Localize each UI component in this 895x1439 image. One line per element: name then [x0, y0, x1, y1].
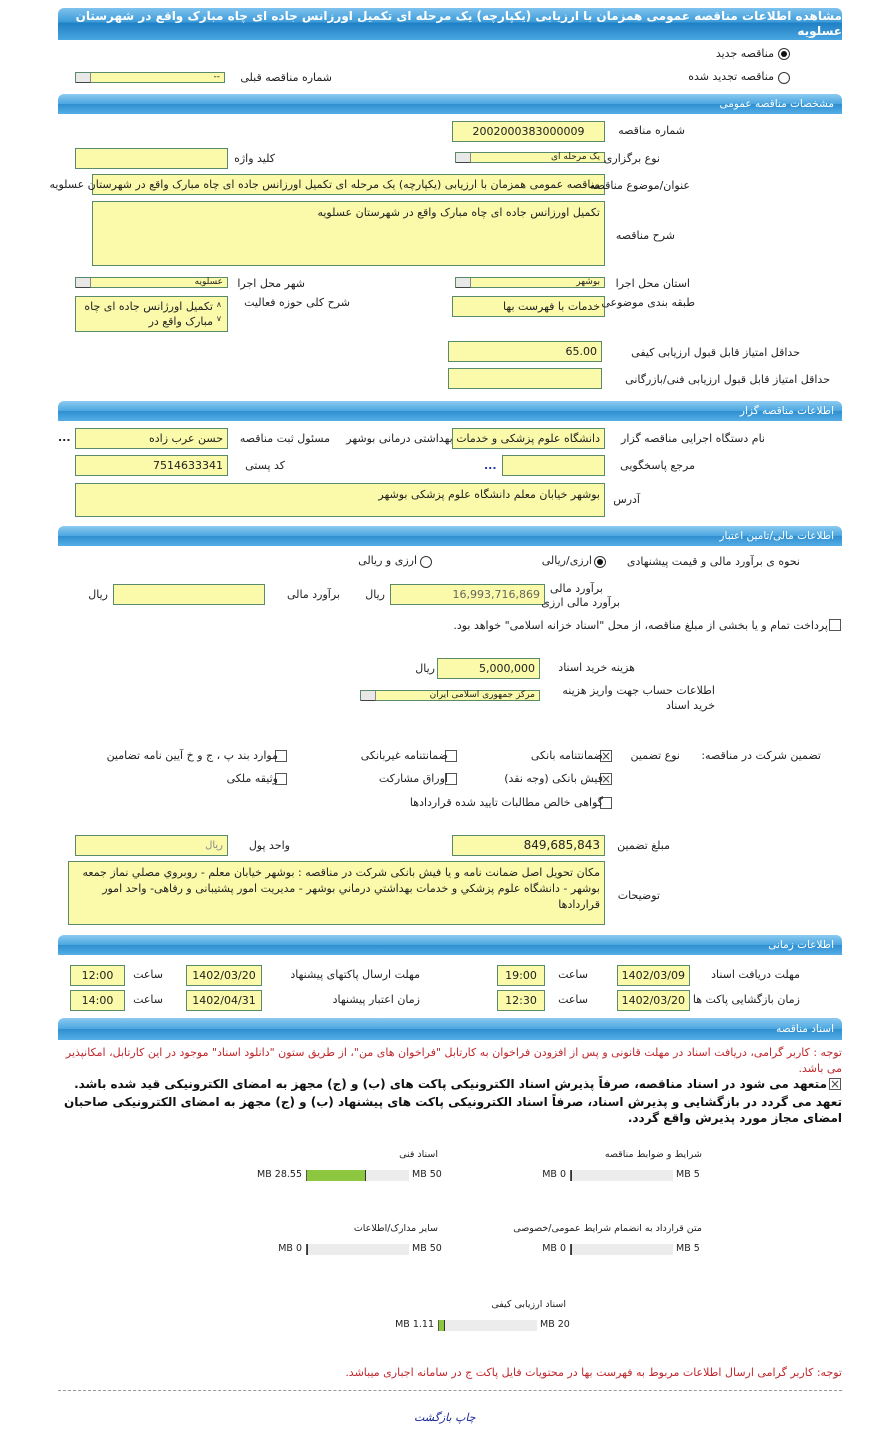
file-size-progress-fill — [307, 1244, 308, 1255]
category-label: طبقه بندی موضوعی — [601, 296, 695, 309]
estimate2-field — [113, 584, 265, 605]
tender-type-label: نوع برگزاری — [603, 152, 660, 165]
renewed-tender-radio[interactable] — [778, 72, 790, 84]
file-size-progress-bar — [306, 1170, 409, 1181]
responsible-field: حسن عرب زاده — [75, 428, 228, 449]
fx-and-rial-radio[interactable] — [420, 556, 432, 568]
activity-listbox[interactable] — [75, 296, 228, 332]
treasury-checkbox[interactable] — [829, 619, 841, 631]
guarantee-option-label: ضمانتنامه بانکی — [530, 749, 603, 762]
page-title: مشاهده اطلاعات مناقصه عمومی همزمان با ارزیابی (یکپارچه) یک مرحله ای تکمیل اورزانس جاده ای چاه مبارک واقع در شهرستان عسلویه — [75, 9, 842, 38]
estimate2-unit: ریال — [88, 588, 108, 601]
tender-description-label: شرح مناقصه — [615, 229, 675, 242]
address-field: بوشهر خیابان معلم دانشگاه علوم پزشکی بوشهر — [75, 483, 605, 517]
keyword-field[interactable] — [75, 148, 228, 169]
section-documents: اسناد مناقصه — [58, 1018, 842, 1040]
print-link[interactable]: چاپ — [455, 1411, 476, 1424]
file-max-size: 5 MB — [676, 1169, 700, 1180]
guarantee-type-label: نوع تضمین — [630, 749, 680, 762]
file-category-title: اسناد فنی — [399, 1149, 438, 1160]
guarantee-amount-label: مبلغ تضمین — [617, 839, 670, 852]
validity-hour-label: ساعت — [133, 993, 163, 1006]
estimate2-label: برآورد مالی — [287, 588, 340, 601]
file-category-title: اسناد ارزیابی کیفی — [491, 1299, 566, 1310]
currency-field: ریال — [75, 835, 228, 856]
new-tender-label: مناقصه جدید — [715, 47, 774, 60]
estimate-fx-label: برآورد مالی ارزی — [541, 596, 620, 609]
section-organizer: اطلاعات مناقصه گزار — [58, 401, 842, 421]
file-max-size: 50 MB — [412, 1243, 442, 1254]
file-used-size: 0 MB — [278, 1243, 302, 1254]
account-select[interactable] — [360, 690, 540, 701]
file-category-title: متن قرارداد به انضمام شرایط عمومی/خصوصی — [513, 1223, 702, 1234]
commit-checkbox[interactable]: × — [829, 1077, 840, 1091]
section-finance: اطلاعات مالی/تامین اعتبار — [58, 526, 842, 546]
rial-radio[interactable] — [594, 556, 606, 568]
tender-number-field: 2002000383000009 — [452, 121, 605, 142]
divider — [58, 1390, 842, 1391]
guarantee-option-label: فیش بانکی (وجه نقد) — [504, 772, 603, 785]
activity-label: شرح کلی حوزه فعالیت — [244, 296, 350, 309]
price-list-note: توجه: کاربر گرامی ارسال اطلاعات مربوط به فهرست بها در محتویات فایل پاکت ج در سامانه اجباری میباشد. — [345, 1366, 842, 1379]
doc-cost-label: هزینه خرید اسناد — [558, 661, 635, 674]
file-category-title: شرایط و ضوابط مناقصه — [604, 1149, 702, 1160]
file-used-size: 28.55 MB — [257, 1169, 302, 1180]
receive-time-label: ساعت — [558, 968, 588, 981]
city-value: عسلویه — [194, 277, 223, 287]
guarantee-option-label: گواهی خالص مطالبات تایید شده قراردادها — [409, 796, 603, 809]
opening-hour-label: ساعت — [558, 993, 588, 1006]
rial-radio-label: ارزی/ریالی — [541, 554, 592, 567]
tender-type-select[interactable] — [455, 152, 605, 163]
send-time-label: ساعت — [133, 968, 163, 981]
file-size-progress-bar — [570, 1244, 673, 1255]
file-size-progress-bar — [438, 1320, 537, 1331]
organization-field: دانشگاه علوم پزشکی و خدمات بهداشتی درمانی بوشهر — [452, 428, 605, 449]
file-used-size: 1.11 MB — [395, 1319, 434, 1330]
tender-type-value: یک مرحله ای — [551, 152, 600, 162]
guarantee-option-label: ضمانتنامه غیربانکی — [360, 749, 448, 762]
min-quality-score-field: 65.00 — [448, 341, 602, 362]
guarantee-notes-label: توضیحات — [617, 889, 660, 902]
section-timing: اطلاعات زمانی — [58, 935, 842, 955]
currency-label: واحد پول — [248, 839, 290, 852]
min-tech-score-field — [448, 368, 602, 389]
account-value: مرکز جمهوری اسلامی ایران — [429, 690, 535, 700]
file-size-progress-fill — [571, 1170, 572, 1181]
file-used-size: 0 MB — [542, 1243, 566, 1254]
listbox-scroll-arrows-icon[interactable]: ∧ ∨ — [216, 300, 222, 323]
validity-date-field: 1402/04/31 — [186, 990, 262, 1011]
file-category-title: سایر مدارک/اطلاعات — [353, 1223, 438, 1234]
category-field: خدمات با فهرست بها — [452, 296, 605, 317]
guarantee-option-label: اوراق مشارکت — [378, 772, 448, 785]
guarantee-option-label: وثیقه ملکی — [226, 772, 278, 785]
send-date-field: 1402/03/20 — [186, 965, 262, 986]
file-size-progress-bar — [306, 1244, 409, 1255]
min-tech-score-label: حداقل امتیاز قابل قبول ارزیابی فنی/بازرگانی — [625, 373, 830, 386]
doc-cost-unit: ریال — [415, 662, 435, 675]
activity-value: تکمیل اورژانس جاده ای چاه مبارک واقع در — [84, 300, 213, 328]
file-size-progress-fill — [307, 1170, 366, 1181]
estimate-field: 16,993,716,869 — [390, 584, 545, 605]
guarantee-notes-field: مکان تحویل اصل ضمانت نامه و یا فیش بانکی شرکت در مناقصه : بوشهر خیابان معلم - روبروي مصلي نماز جمعه بوشهر - دانشگاه علوم پزشكي و خدمات بهداشتي درماني بوشهر - مدیریت امور پشتیبانی و رفاهی- واحد امور قراردادها — [68, 861, 605, 925]
organization-label: نام دستگاه اجرایی مناقصه گزار — [621, 432, 765, 445]
reference-field — [502, 455, 605, 476]
postal-code-field: 7514633341 — [75, 455, 228, 476]
commitment-text-2: تعهد می گردد در بازگشایی و پذیرش اسناد، صرفاً اسناد الکترونیکی پاکت های پیشنهاد (ب) و (ج) مجهز به امضای الکترونیکی صاحبان امضای مجاز مورد پذیرش واقع گردد. — [63, 1095, 842, 1125]
keyword-label: کلید واژه — [234, 152, 275, 165]
file-max-size: 5 MB — [676, 1243, 700, 1254]
reference-more-link[interactable]: ... — [484, 459, 497, 472]
file-used-size: 0 MB — [542, 1169, 566, 1180]
guarantee-label: تضمین شرکت در مناقصه: — [701, 749, 821, 762]
tender-title-field: مناقصه عمومی همزمان با ارزیابی (یکپارچه) یک مرحله ای تکمیل اورزانس جاده ای چاه مبارک واقع در شهرستان عسلویه — [92, 174, 605, 195]
province-select[interactable] — [455, 277, 605, 288]
doc-cost-field: 5,000,000 — [437, 658, 540, 679]
documents-notice: توجه : کاربر گرامی، دریافت اسناد در مهلت قانونی و پس از افزودن فراخوان به کارتابل "فراخوان های من"، از طریق ستون "دانلود اسناد" موجود در این کارتابل، امکانپذیر می باشد. — [65, 1046, 842, 1075]
footer-links — [414, 1411, 476, 1424]
fx-and-rial-radio-label: ارزی و ریالی — [358, 554, 417, 567]
file-max-size: 20 MB — [540, 1319, 570, 1330]
tender-number-label: شماره مناقصه — [618, 124, 685, 137]
treasury-text: پرداخت تمام و یا بخشی از مبلغ مناقصه، از محل "اسناد خزانه اسلامی" خواهد بود. — [453, 619, 828, 632]
prev-tender-number-select[interactable] — [75, 72, 225, 83]
file-size-progress-fill — [571, 1244, 572, 1255]
account-label: اطلاعات حساب جهت واریز هزینه خرید اسناد — [562, 684, 715, 712]
city-select[interactable] — [75, 277, 228, 288]
validity-time-field: 14:00 — [70, 990, 125, 1011]
opening-time-field: 12:30 — [497, 990, 545, 1011]
send-time-field: 12:00 — [70, 965, 125, 986]
renewed-tender-label: مناقصه تجدید شده — [688, 70, 774, 83]
prev-tender-number-value: -- — [213, 72, 220, 82]
guarantee-option-checkbox[interactable]: × — [600, 749, 611, 763]
commitment-text-1: متعهد می شود در اسناد مناقصه، صرفاً پذیرش اسناد الکترونیکی پاکت های (ب) و (ج) مجهز به امضای الکترونیکی قید شده باشد. — [74, 1077, 827, 1091]
section-general: مشخصات مناقصه عمومی — [58, 94, 842, 114]
receive-date-field: 1402/03/09 — [617, 965, 690, 986]
min-quality-score-label: حداقل امتیاز قابل قبول ارزیابی کیفی — [631, 346, 800, 359]
province-label: استان محل اجرا — [615, 277, 690, 290]
receive-deadline-label: مهلت دریافت اسناد — [711, 968, 800, 981]
guarantee-option-checkbox[interactable]: × — [600, 772, 611, 786]
tender-title-label: عنوان/موضوع مناقصه — [589, 179, 690, 192]
responsible-label: مسئول ثبت مناقصه — [239, 432, 330, 445]
back-link[interactable]: بازگشت — [414, 1411, 452, 1424]
city-label: شهر محل اجرا — [237, 277, 305, 290]
address-label: آدرس — [613, 493, 640, 506]
file-size-progress-bar — [570, 1170, 673, 1181]
responsible-more-link[interactable]: ... — [58, 431, 71, 444]
province-value: بوشهر — [576, 277, 600, 287]
receive-time-field: 19:00 — [497, 965, 545, 986]
tender-description-field: تکمیل اورزانس جاده ای چاه مبارک واقع در شهرستان عسلویه — [92, 201, 605, 266]
opening-time-label: زمان بازگشایی پاکت ها — [692, 993, 800, 1006]
send-deadline-label: مهلت ارسال پاکتهای پیشنهاد — [290, 968, 420, 981]
estimate-unit: ریال — [365, 588, 385, 601]
estimate-label: برآورد مالی — [550, 582, 603, 595]
guarantee-amount-field: 849,685,843 — [452, 835, 605, 856]
new-tender-radio[interactable] — [778, 48, 790, 60]
file-max-size: 50 MB — [412, 1169, 442, 1180]
file-size-progress-fill — [439, 1320, 445, 1331]
postal-code-label: کد پستی — [245, 459, 285, 472]
guarantee-option-label: موارد بند پ ، ج و خ آیین نامه تضامین — [106, 749, 278, 762]
opening-date-field: 1402/03/20 — [617, 990, 690, 1011]
estimate-method-label: نحوه ی برآورد مالی و قیمت پیشنهادی — [626, 555, 800, 568]
reference-label: مرجع پاسخگویی — [620, 459, 695, 472]
prev-tender-number-label: شماره مناقصه قبلی — [240, 71, 332, 84]
validity-label: زمان اعتبار پیشنهاد — [332, 993, 420, 1006]
